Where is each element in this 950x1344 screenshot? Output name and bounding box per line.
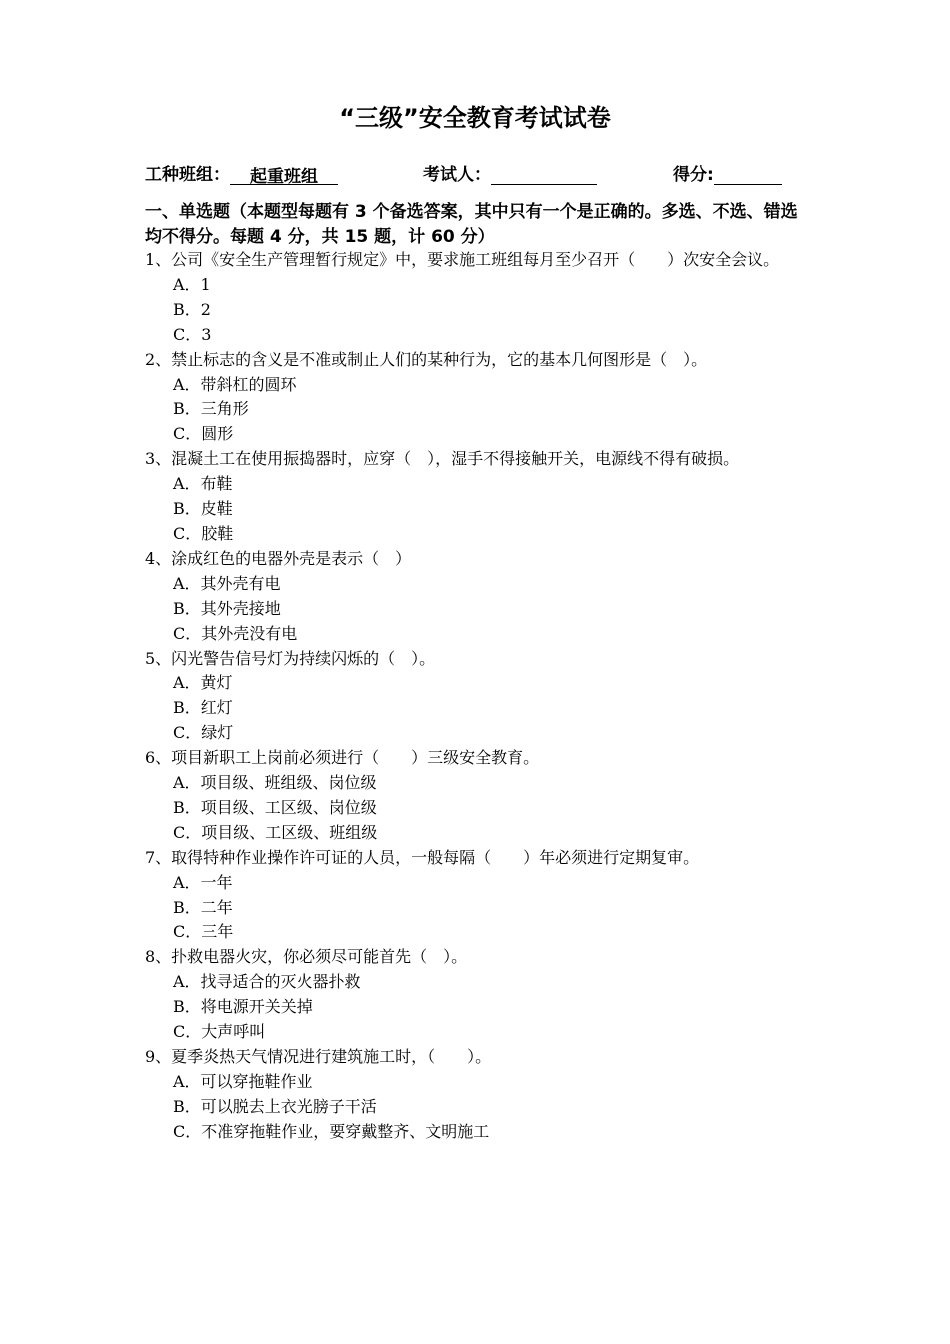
score-value[interactable] — [714, 162, 782, 185]
option-a[interactable]: A．布鞋 — [173, 474, 233, 494]
question-8 — [145, 945, 810, 1045]
question-text: 5、闪光警告信号灯为持续闪烁的（ ）。 — [145, 648, 436, 668]
option-a[interactable]: A．可以穿拖鞋作业 — [173, 1071, 313, 1091]
question-text: 1、公司《安全生产管理暂行规定》中，要求施工班组每月至少召开（ ）次安全会议。 — [145, 250, 780, 269]
option-b[interactable]: B．2 — [173, 299, 211, 319]
option-b[interactable]: B．皮鞋 — [173, 499, 233, 519]
team-label: 工种班组： — [145, 165, 230, 185]
question-1 — [145, 248, 810, 348]
option-a[interactable]: A．项目级、班组级、岗位级 — [173, 773, 377, 793]
option-b[interactable]: B．将电源开关关掉 — [173, 997, 313, 1017]
question-text: 6、项目新职工上岗前必须进行（ ）三级安全教育。 — [145, 748, 540, 768]
option-c[interactable]: C．不准穿拖鞋作业，要穿戴整齐、文明施工 — [173, 1121, 490, 1141]
option-b[interactable]: B．可以脱去上衣光膀子干活 — [173, 1096, 377, 1116]
option-b[interactable]: B．二年 — [173, 897, 233, 917]
option-b[interactable]: B．其外壳接地 — [173, 598, 281, 618]
option-a[interactable]: A．带斜杠的圆环 — [173, 374, 297, 394]
option-b[interactable]: B．三角形 — [173, 399, 249, 419]
option-a[interactable]: A．其外壳有电 — [173, 573, 281, 593]
question-text: 3、混凝土工在使用振捣器时，应穿（ ），湿手不得接触开关，电源线不得有破损。 — [145, 449, 740, 469]
question-text: 2、禁止标志的含义是不准或制止人们的某种行为，它的基本几何图形是（ ）。 — [145, 349, 708, 369]
question-4 — [145, 547, 810, 647]
examinee-field — [423, 160, 597, 185]
question-list — [145, 248, 810, 1145]
option-a[interactable]: A．黄灯 — [173, 673, 233, 693]
question-7 — [145, 846, 810, 946]
section-heading: 一、单选题（本题型每题有 3 个备选答案，其中只有一个是正确的。多选、不选、错选均不得分。每题 4 分，共 15 题，计 60 分） — [145, 202, 798, 247]
question-6 — [145, 746, 810, 846]
option-c[interactable]: C．项目级、工区级、班组级 — [173, 822, 378, 842]
exam-info-row — [145, 160, 805, 186]
question-text: 4、涂成红色的电器外壳是表示（ ） — [145, 548, 412, 568]
option-c[interactable]: C．其外壳没有电 — [173, 623, 298, 643]
option-c[interactable]: C．三年 — [173, 922, 234, 942]
examinee-value[interactable] — [491, 162, 597, 185]
team-value[interactable]: 起重班组 — [230, 162, 338, 185]
option-a[interactable]: A．1 — [173, 274, 211, 294]
question-9 — [145, 1045, 810, 1145]
option-c[interactable]: C．大声呼叫 — [173, 1022, 266, 1042]
question-text: 9、夏季炎热天气情况进行建筑施工时，（ ）。 — [145, 1047, 492, 1066]
question-3 — [145, 447, 810, 547]
option-c[interactable]: C．绿灯 — [173, 723, 234, 743]
score-field — [673, 160, 782, 185]
question-2 — [145, 348, 810, 448]
question-text: 8、扑救电器火灾，你必须尽可能首先（ ）。 — [145, 947, 468, 967]
option-b[interactable]: B．红灯 — [173, 698, 233, 718]
option-c[interactable]: C．胶鞋 — [173, 523, 234, 543]
option-c[interactable]: C．3 — [173, 324, 212, 344]
question-5 — [145, 647, 810, 747]
page-title: “三级”安全教育考试试卷 — [339, 104, 611, 132]
examinee-label: 考试人： — [423, 165, 491, 185]
question-text: 7、取得特种作业操作许可证的人员，一般每隔（ ）年必须进行定期复审。 — [145, 847, 700, 867]
option-a[interactable]: A．找寻适合的灭火器扑救 — [173, 972, 361, 992]
score-label: 得分: — [673, 165, 714, 185]
option-a[interactable]: A．一年 — [173, 872, 233, 892]
option-b[interactable]: B．项目级、工区级、岗位级 — [173, 797, 377, 817]
team-field — [145, 160, 338, 185]
option-c[interactable]: C．圆形 — [173, 424, 234, 444]
